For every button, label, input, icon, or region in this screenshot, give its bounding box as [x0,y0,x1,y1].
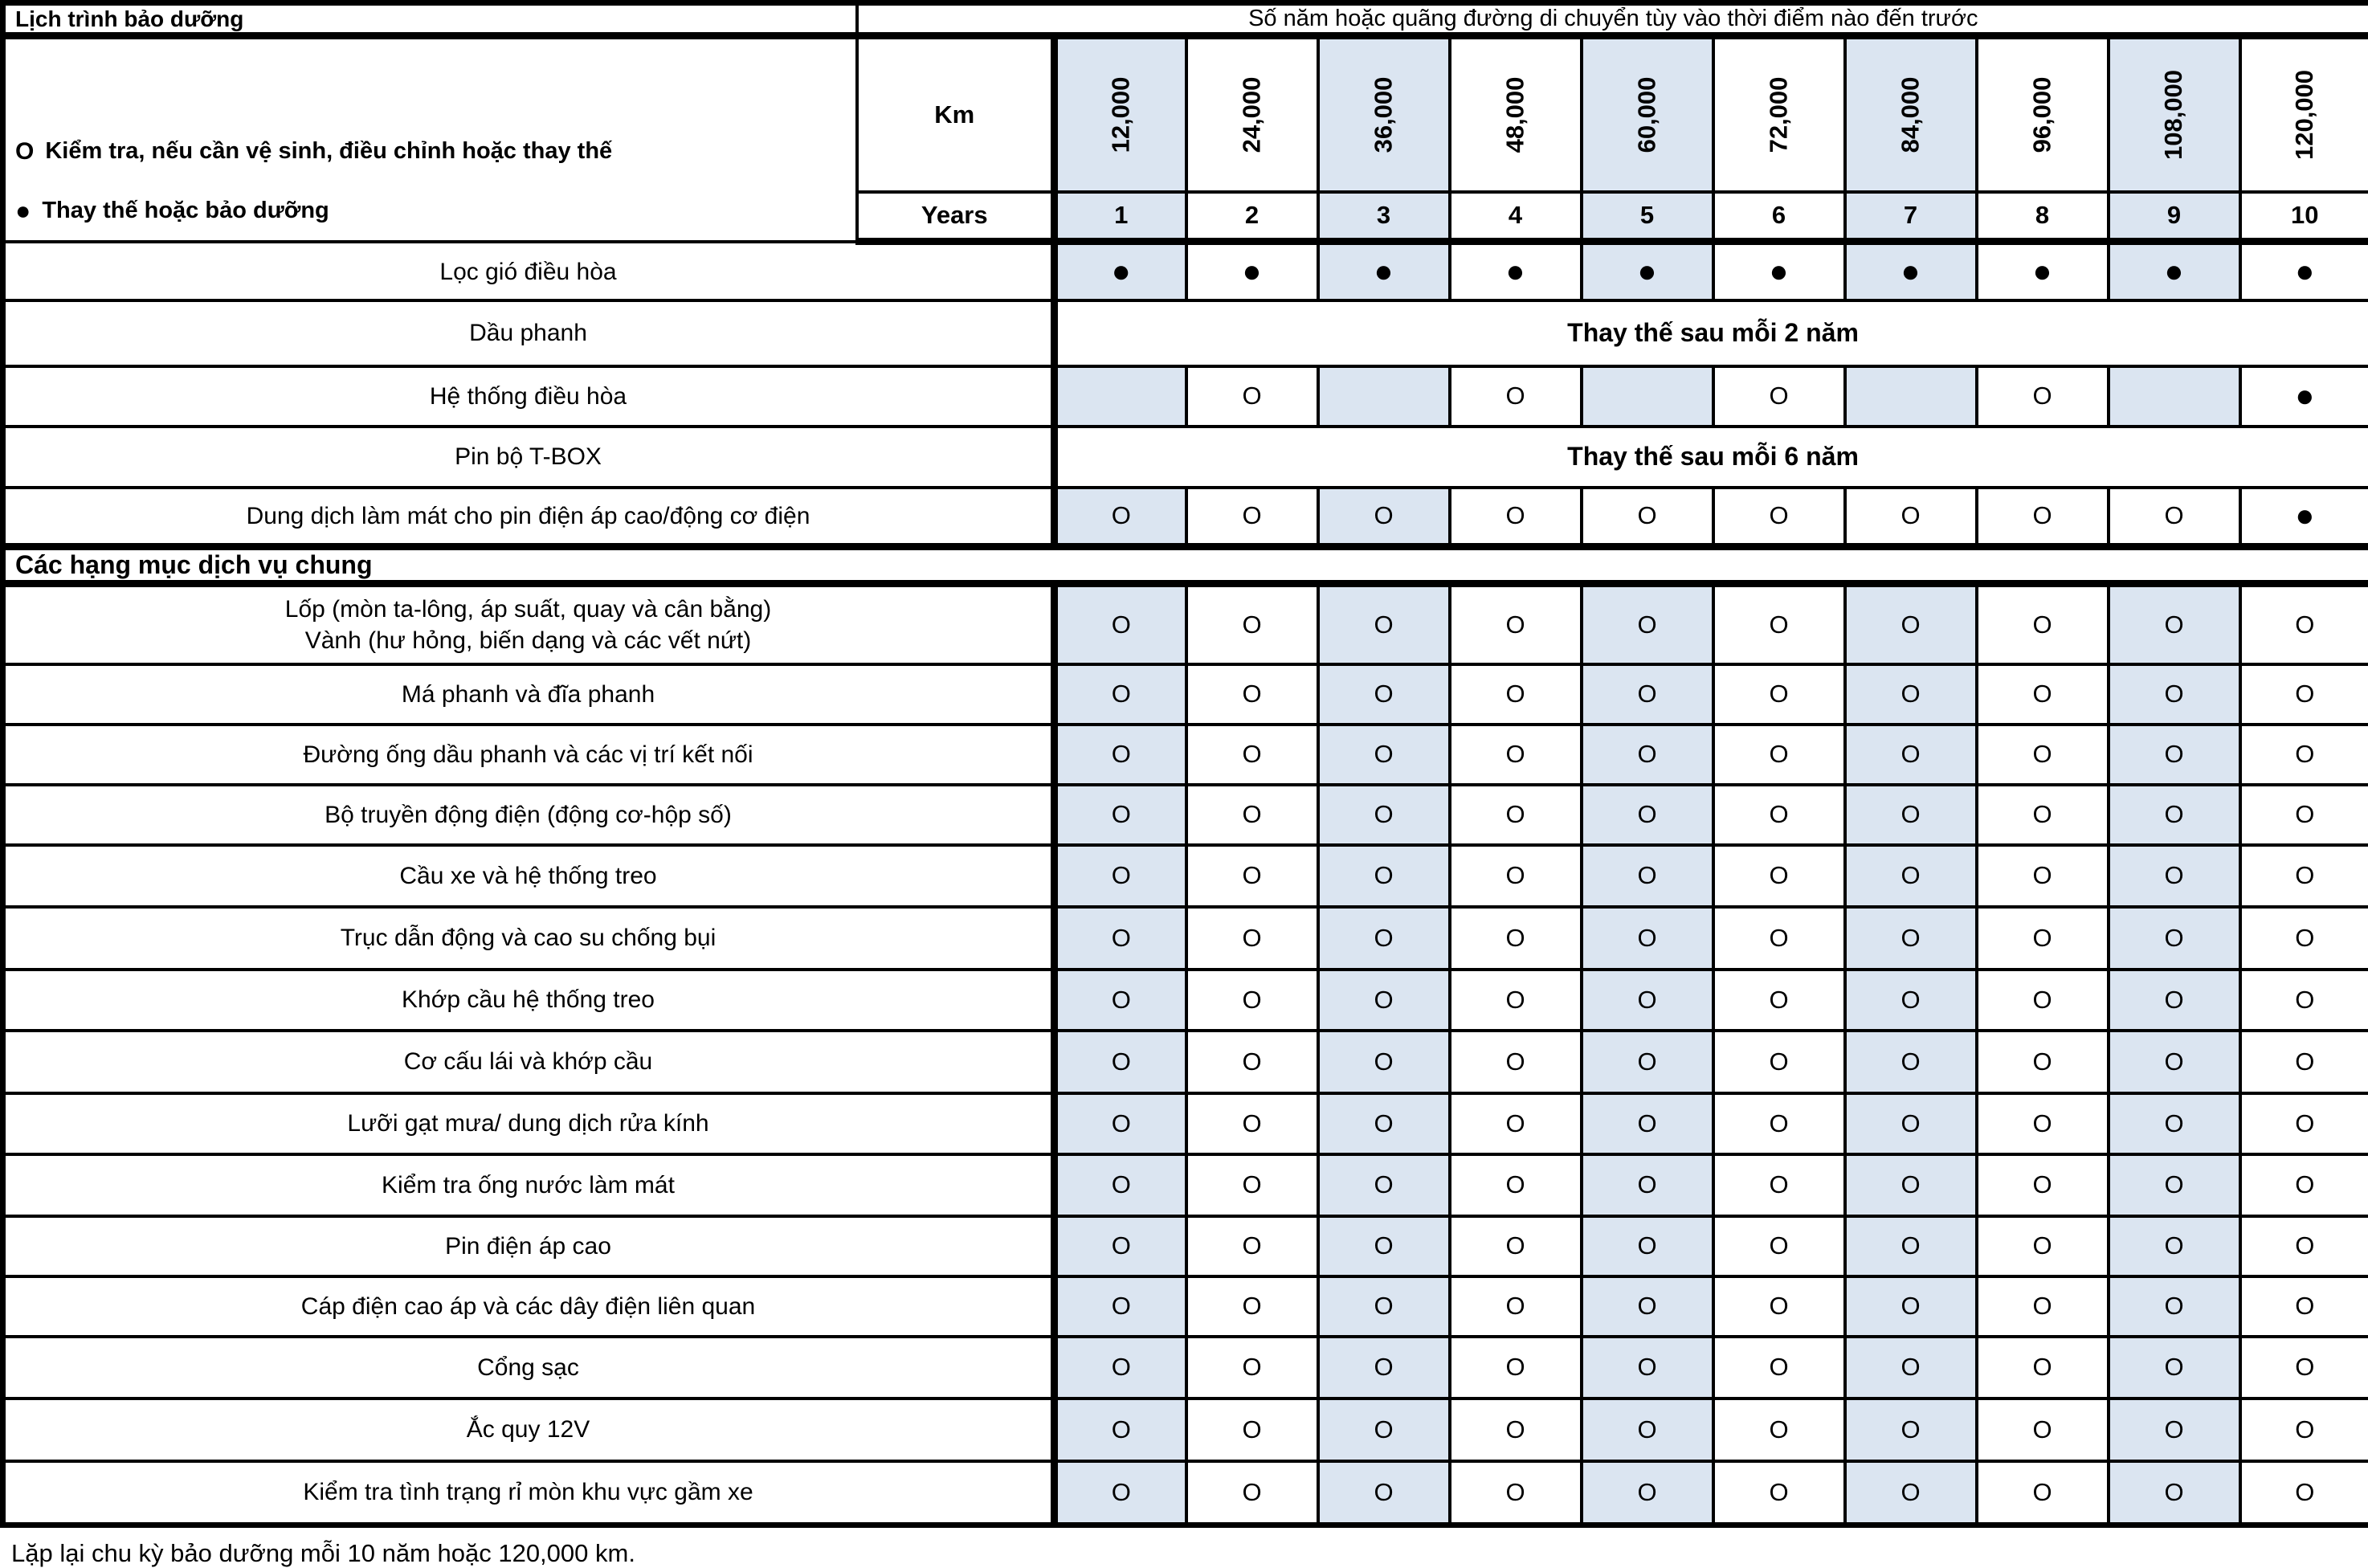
schedule-cell: O [1713,1461,1845,1525]
item-label: Trục dẫn động và cao su chống bụi [3,907,1055,970]
schedule-cell: O [1055,584,1186,664]
table-row [3,845,2368,907]
km-value: 108,000 [2160,70,2189,160]
schedule-cell: O [1713,1031,1845,1093]
km-label: Km [857,36,1055,192]
legend-replace-text: Thay thế hoặc bảo dưỡng [42,198,329,224]
item-label: Cổng sạc [3,1337,1055,1399]
item-label: Cầu xe và hệ thống treo [3,845,1055,907]
table-row [3,584,2368,664]
schedule-cell: O [1713,1093,1845,1154]
schedule-cell: O [1186,1093,1318,1154]
schedule-cell: O [1450,725,1582,785]
schedule-cell [1318,366,1450,427]
schedule-cell: O [1055,725,1186,785]
schedule-cell: O [1318,1216,1450,1276]
km-header-cell [1582,36,1713,192]
year-header-cell: 9 [2109,192,2240,242]
schedule-cell: O [1450,1276,1582,1337]
table-row [3,427,2368,488]
schedule-cell: O [1713,488,1845,547]
schedule-cell: O [1713,1154,1845,1216]
schedule-cell: ● [1318,242,1450,300]
schedule-cell: O [2240,1337,2368,1399]
table-row [3,1399,2368,1461]
table-row [3,1461,2368,1525]
schedule-cell: O [1713,785,1845,845]
item-label: Cơ cấu lái và khớp cầu [3,1031,1055,1093]
schedule-cell: O [1845,1093,1977,1154]
schedule-cell: O [2240,1154,2368,1216]
schedule-cell: O [1977,1337,2109,1399]
schedule-cell: O [1845,488,1977,547]
km-value: 12,000 [1107,76,1136,153]
km-header-row [3,36,2368,192]
table-row [3,1154,2368,1216]
schedule-cell: O [2109,1399,2240,1461]
schedule-cell [1055,366,1186,427]
schedule-cell: O [1713,366,1845,427]
interval-note-cell: Thay thế sau mỗi 6 năm [1055,427,2368,488]
schedule-cell: O [1186,1031,1318,1093]
schedule-cell: O [1713,1337,1845,1399]
schedule-cell: O [1977,970,2109,1031]
item-label: Hệ thống điều hòa [3,366,1055,427]
schedule-cell: O [2109,785,2240,845]
schedule-cell: O [1318,1337,1450,1399]
schedule-cell: O [2109,1154,2240,1216]
interval-note-cell: Thay thế sau mỗi 2 năm [1055,300,2368,366]
schedule-cell: O [1318,664,1450,725]
km-header-cell [1713,36,1845,192]
schedule-cell: O [1845,970,1977,1031]
schedule-cell: O [1845,584,1977,664]
table-row [3,1031,2368,1093]
table-row [3,488,2368,547]
schedule-cell: O [1582,1216,1713,1276]
year-header-cell: 1 [1055,192,1186,242]
table-row [3,1337,2368,1399]
section-header-row [3,547,2368,584]
schedule-cell: O [1845,1399,1977,1461]
item-label: Cáp điện cao áp và các dây điện liên quan [3,1276,1055,1337]
legend-inspect-text: Kiểm tra, nếu cần vệ sinh, điều chỉnh hoặc thay thế [45,138,612,165]
schedule-cell: O [1055,785,1186,845]
schedule-cell: O [1713,1399,1845,1461]
schedule-cell: O [1186,907,1318,970]
schedule-cell: O [1186,1216,1318,1276]
schedule-cell: ● [1055,242,1186,300]
schedule-cell: O [1845,1031,1977,1093]
schedule-cell: O [2240,1093,2368,1154]
schedule-cell: O [1186,970,1318,1031]
schedule-cell: O [2109,1031,2240,1093]
title-row [3,3,2368,36]
km-header-cell [2109,36,2240,192]
schedule-cell: O [1055,1093,1186,1154]
schedule-cell: O [1845,1461,1977,1525]
schedule-cell: O [1318,907,1450,970]
schedule-cell: O [1977,488,2109,547]
schedule-cell: O [1845,1276,1977,1337]
schedule-cell: O [1713,845,1845,907]
schedule-cell: ● [1186,242,1318,300]
year-header-cell: 8 [1977,192,2109,242]
schedule-cell: O [1318,1154,1450,1216]
schedule-cell: O [2240,845,2368,907]
item-label: Đường ống dầu phanh và các vị trí kết nối [3,725,1055,785]
schedule-cell: O [2240,725,2368,785]
replace-symbol: ● [15,198,31,223]
schedule-cell: O [1186,1399,1318,1461]
schedule-cell: O [2109,1337,2240,1399]
schedule-cell: O [1582,1276,1713,1337]
schedule-cell: O [1845,725,1977,785]
table-row [3,664,2368,725]
km-header-cell [1186,36,1318,192]
schedule-cell: O [2109,664,2240,725]
schedule-cell: O [1055,1216,1186,1276]
schedule-cell: O [1186,785,1318,845]
schedule-cell: O [1977,1216,2109,1276]
schedule-cell: O [1450,366,1582,427]
page-title: Lịch trình bảo dưỡng [3,3,857,36]
schedule-cell: O [1713,907,1845,970]
schedule-cell: O [1450,1154,1582,1216]
schedule-cell: O [1450,845,1582,907]
schedule-cell: O [1713,970,1845,1031]
schedule-body [3,3,2368,1525]
schedule-cell: O [1713,725,1845,785]
schedule-cell: O [1186,845,1318,907]
km-value: 96,000 [2027,76,2056,153]
schedule-cell: O [1450,907,1582,970]
schedule-cell: O [1450,1031,1582,1093]
schedule-cell: O [2109,845,2240,907]
km-value: 24,000 [1237,76,1266,153]
schedule-cell: O [2240,970,2368,1031]
schedule-cell: O [2109,1093,2240,1154]
schedule-cell: O [1318,1031,1450,1093]
schedule-cell: O [1977,1031,2109,1093]
schedule-cell: O [1582,785,1713,845]
schedule-cell: O [1845,1216,1977,1276]
schedule-cell: O [1186,1276,1318,1337]
schedule-cell: O [1845,785,1977,845]
schedule-cell: O [1186,1337,1318,1399]
schedule-cell: O [1582,1399,1713,1461]
years-label: Years [857,192,1055,242]
schedule-cell: O [1186,725,1318,785]
schedule-cell: O [1186,584,1318,664]
schedule-cell: O [1318,1276,1450,1337]
km-header-cell [1977,36,2109,192]
legend-replace-line [15,198,851,224]
schedule-cell: O [1977,1461,2109,1525]
schedule-cell: O [1977,366,2109,427]
schedule-cell: O [1713,664,1845,725]
schedule-cell: O [2240,1276,2368,1337]
schedule-cell: O [2240,584,2368,664]
schedule-cell: ● [1977,242,2109,300]
km-header-cell [1055,36,1186,192]
schedule-cell: O [1450,1399,1582,1461]
item-label: Kiểm tra tình trạng rỉ mòn khu vực gầm xe [3,1461,1055,1525]
schedule-cell: O [1977,584,2109,664]
schedule-cell: O [1713,1276,1845,1337]
schedule-cell: O [1450,1461,1582,1525]
schedule-cell: O [1977,845,2109,907]
schedule-cell: O [1845,1337,1977,1399]
schedule-cell: O [1977,725,2109,785]
schedule-cell: O [1055,1337,1186,1399]
schedule-cell: O [1186,366,1318,427]
schedule-cell: O [1450,970,1582,1031]
legend-inspect-line [15,138,851,165]
schedule-cell: O [1318,584,1450,664]
km-header-cell [1845,36,1977,192]
km-value: 48,000 [1500,76,1529,153]
schedule-cell: O [1450,488,1582,547]
schedule-cell: O [1582,1461,1713,1525]
schedule-cell: O [1055,970,1186,1031]
schedule-cell: O [1055,1461,1186,1525]
schedule-cell: O [1977,785,2109,845]
table-row [3,970,2368,1031]
schedule-cell [1582,366,1713,427]
schedule-cell: O [1582,584,1713,664]
km-value: 84,000 [1896,76,1925,153]
item-label: Lọc gió điều hòa [3,242,1055,300]
schedule-cell: O [2109,584,2240,664]
schedule-cell: O [2240,664,2368,725]
km-header-cell [1318,36,1450,192]
schedule-cell: O [1977,664,2109,725]
km-header-cell [1450,36,1582,192]
schedule-cell: ● [1450,242,1582,300]
schedule-cell: O [2240,785,2368,845]
item-label [3,584,1055,664]
schedule-cell: O [1582,488,1713,547]
schedule-cell: O [2109,1461,2240,1525]
schedule-cell: O [1845,664,1977,725]
schedule-cell: O [1713,584,1845,664]
schedule-cell: O [1318,1461,1450,1525]
year-header-cell: 10 [2240,192,2368,242]
schedule-cell: O [1450,1216,1582,1276]
schedule-cell: O [1450,1337,1582,1399]
schedule-cell: O [1582,970,1713,1031]
schedule-cell: O [1055,1399,1186,1461]
year-header-cell: 2 [1186,192,1318,242]
schedule-cell: O [2240,1461,2368,1525]
schedule-cell: O [1055,907,1186,970]
schedule-cell: O [1977,1154,2109,1216]
schedule-cell: O [1845,907,1977,970]
schedule-cell: O [1055,1031,1186,1093]
schedule-cell: O [1450,1093,1582,1154]
km-value: 36,000 [1369,76,1398,153]
year-header-cell: 7 [1845,192,1977,242]
year-header-cell: 6 [1713,192,1845,242]
footer-note: Lặp lại chu kỳ bảo dưỡng mỗi 10 năm hoặc 120,000 km. [0,1528,2368,1568]
schedule-cell: ● [1582,242,1713,300]
schedule-cell: O [1318,845,1450,907]
km-value: 120,000 [2290,70,2319,160]
schedule-cell: O [1582,664,1713,725]
schedule-cell: O [1318,1093,1450,1154]
item-label: Pin điện áp cao [3,1216,1055,1276]
schedule-cell: O [1845,845,1977,907]
schedule-cell: O [2109,970,2240,1031]
schedule-cell: O [2240,1399,2368,1461]
year-header-cell: 4 [1450,192,1582,242]
schedule-cell [2109,366,2240,427]
schedule-cell: O [2109,488,2240,547]
schedule-cell: ● [1713,242,1845,300]
schedule-cell: O [2109,1276,2240,1337]
table-row [3,785,2368,845]
item-label: Khớp cầu hệ thống treo [3,970,1055,1031]
schedule-cell: O [1186,1461,1318,1525]
schedule-cell: O [2109,907,2240,970]
km-value: 60,000 [1632,76,1661,153]
schedule-cell: O [1450,664,1582,725]
item-label: Bộ truyền động điện (động cơ-hộp số) [3,785,1055,845]
item-label: Lưỡi gạt mưa/ dung dịch rửa kính [3,1093,1055,1154]
table-row [3,366,2368,427]
schedule-cell: ● [2109,242,2240,300]
section-header: Các hạng mục dịch vụ chung [3,547,2368,584]
schedule-cell: O [1582,1031,1713,1093]
schedule-cell: O [1977,1399,2109,1461]
schedule-cell: ● [1845,242,1977,300]
item-label: Ắc quy 12V [3,1399,1055,1461]
item-label: Má phanh và đĩa phanh [3,664,1055,725]
schedule-cell: O [1582,725,1713,785]
schedule-cell: O [2240,1216,2368,1276]
schedule-cell: O [2240,907,2368,970]
schedule-cell: O [1055,845,1186,907]
schedule-cell: O [1318,785,1450,845]
inspect-symbol: O [15,138,34,165]
schedule-cell: O [1582,1154,1713,1216]
item-label: Pin bộ T-BOX [3,427,1055,488]
schedule-cell: O [1186,664,1318,725]
schedule-cell: ● [2240,242,2368,300]
year-header-cell: 3 [1318,192,1450,242]
schedule-cell: O [1977,907,2109,970]
item-label: Kiểm tra ống nước làm mát [3,1154,1055,1216]
header-note: Số năm hoặc quãng đường di chuyển tùy vào thời điểm nào đến trước [857,3,2368,36]
schedule-cell: O [1055,1154,1186,1216]
schedule-cell: O [1318,488,1450,547]
schedule-cell: O [1582,1093,1713,1154]
schedule-cell: O [1845,1154,1977,1216]
schedule-cell: O [1582,1337,1713,1399]
schedule-cell: O [1318,1399,1450,1461]
table-row [3,242,2368,300]
legend-cell [3,36,857,242]
schedule-cell [1845,366,1977,427]
schedule-cell: O [1186,1154,1318,1216]
schedule-cell: O [1055,1276,1186,1337]
schedule-cell: O [2240,1031,2368,1093]
schedule-cell: O [1977,1276,2109,1337]
schedule-cell: O [2109,1216,2240,1276]
schedule-cell: O [1318,970,1450,1031]
km-header-cell [2240,36,2368,192]
schedule-cell: ● [2240,488,2368,547]
schedule-cell: O [1055,488,1186,547]
schedule-cell: O [2109,725,2240,785]
table-row [3,1216,2368,1276]
item-label-line1: Lốp (mòn ta-lông, áp suất, quay và cân bằng) [12,594,1044,625]
item-label: Dung dịch làm mát cho pin điện áp cao/động cơ điện [3,488,1055,547]
schedule-cell: O [1055,664,1186,725]
schedule-cell: O [1450,785,1582,845]
year-header-cell: 5 [1582,192,1713,242]
item-label: Dầu phanh [3,300,1055,366]
schedule-cell: O [1582,845,1713,907]
schedule-cell: O [1582,907,1713,970]
table-row [3,300,2368,366]
item-label-line2: Vành (hư hỏng, biến dạng và các vết nứt) [12,625,1044,656]
schedule-cell: ● [2240,366,2368,427]
table-row [3,1276,2368,1337]
schedule-cell: O [1977,1093,2109,1154]
km-value: 72,000 [1764,76,1793,153]
table-row [3,907,2368,970]
schedule-cell: O [1713,1216,1845,1276]
schedule-cell: O [1186,488,1318,547]
schedule-cell: O [1450,584,1582,664]
schedule-cell: O [1318,725,1450,785]
table-row [3,725,2368,785]
table-row [3,1093,2368,1154]
